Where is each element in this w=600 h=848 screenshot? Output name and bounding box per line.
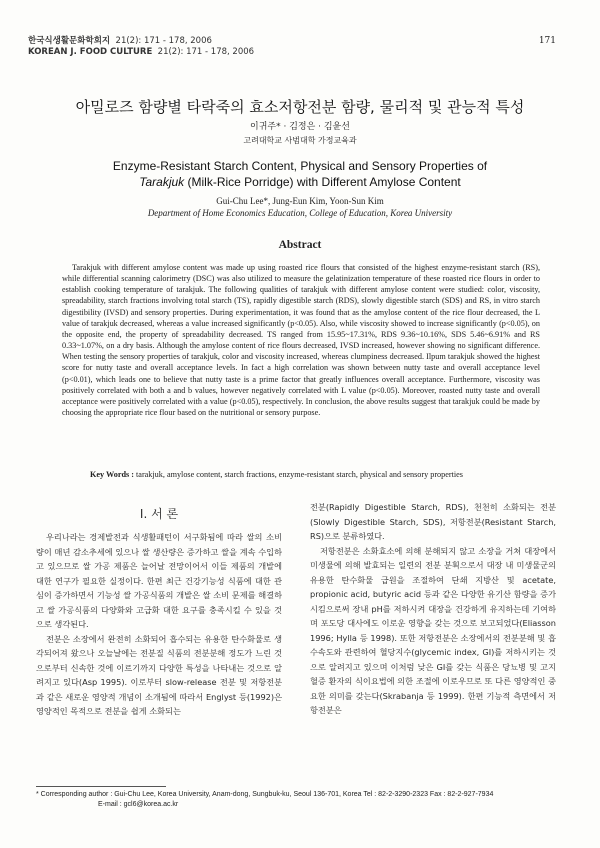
footnote <box>36 790 493 810</box>
journal-header <box>28 36 254 58</box>
footnote-divider <box>36 786 166 787</box>
paragraph-1: 우리나라는 경제발전과 식생활패턴이 서구화됨에 따라 쌀의 소비량이 매년 감소추세에 있으나 쌀 생산량은 증가하고 쌀을 계속 수입하고 있으므로 쌀 가공 제품은 늘어날 전망이어서 이들 제품의 개발에 대한 연구가 필요한 실정이다. 한편 최근 건강기능성 식품에 대한 관심이 증가하면서 기능성 쌀 가공식품의 개발은 쌀 소비 문제를 해결하고 쌀 가공식품의 다양화와 고급화 대한 요구를 충족시킬 수 있을 것으로 생각된다. <box>36 532 282 629</box>
journal-name-en: KOREAN J. FOOD CULTURE <box>28 47 153 57</box>
right-column <box>310 500 556 718</box>
abstract-text: Tarakjuk with different amylose content was made up using roasted rice flours that consisted of the highest enzyme-resistant starch (RS), while differential scanning calorimetry (DSC) was also utilized to measure the gelatinization temperature of these roasted rice flours in order to establish cooking temperature of tarakjuk. The following qualities of tarakjuk with different amylose content were studied: color, viscosity, spreadability, starch fractions involving total starch (TS), rapidly digestible starch (RDS), slowly digestible starch (SDS) and RS, in vitro starch digestibility (IVSD) and sensory properties. During experimentation, it was found that as the amylose content of the rice flour decreased, the L value of tarakjuk decreased, whereas a value increased significantly (p<0.05). Also, while viscosity showed to increase significantly (p<0.05), on the opposite end, the property of spreadability decreased. TS ranged from 15.95~17.31%, RDS 9.36~10.16%, SDS 5.46~6.91% and RS 0.33~1.07%, on a dry basis. Although the amylose content of rice flours decreased, IVSD increased, however showing no significant difference. When testing the sensory properties of tarakjuk, color and viscosity increased, whereas clumpiness decreased. Ilpum tarakjuk showed the highest score for nutty taste and overall acceptance levels. In fact a high correlation was shown between nutty taste and overall acceptance level (p<0.01), which leads one to believe that nutty taste is a prime factor that greatly influences overall acceptance. Furthermore, viscosity was positively correlated with both a and b values, however negatively correlated with L value (p<0.05). Moreover, roasted nutty taste and overall acceptance were positively correlated with a value (p<0.05), respectively. In conclusion, the above results suggest that tarakjuk could be made by choosing the appropriate rice flour based on the nutritional or sensory purpose. <box>62 263 540 418</box>
title-english-line1: Enzyme-Resistant Starch Content, Physical and Sensory Properties of <box>112 159 488 173</box>
left-column <box>36 500 282 719</box>
title-english-line2 <box>0 174 600 190</box>
paragraph-4: 저항전분은 소화효소에 의해 분해되지 않고 소장을 거쳐 대장에서 미생물에 의해 발효되는 일련의 전분 분획으로서 대장 내 미생물군의 유용한 탄수화물 급원을 조절하여 단쇄 지방산 및 acetate, propionic acid, butyric acid 등과 같은 다양한 유기산 함량을 증가시킴으로써 장내 pH를 저하시켜 대장을 건강하게 유지하는데 기여하며 포도당 대사에도 이로운 영향을 갖는 것으로 보고되었다(Eliasson 1996; Hylla 등 1998). 또한 저항전분은 소장에서의 전분분해 및 흡수속도와 관련하여 혈당지수(glycemic index, GI)를 저하시키는 것으로 알려지고 있으며 이처럼 낮은 GI를 갖는 식품은 당뇨병 및 고지혈증 환자의 식이요법에 의한 조절에 이로우므로 또 다른 영양적인 중요한 의미를 갖는다(Skrabanja 등 1999). 한편 기능적 측면에서 저항전분은 <box>310 545 556 715</box>
journal-name-ko: 한국식생활문화학회지 <box>28 36 111 46</box>
journal-citation-ko: 21(2): 171 - 178, 2006 <box>115 36 212 46</box>
page-number: 171 <box>538 36 556 46</box>
title-english-line2-rest: (Milk-Rice Porridge) with Different Amylose Content <box>184 175 461 189</box>
paragraph-2: 전분은 소장에서 완전히 소화되어 흡수되는 유용한 탄수화물로 생각되어져 왔으나 오늘날에는 전분질 식품의 전분분해 정도가 느린 것으로부터 신속한 것에 이르기까지 다양한 특성을 나타내는 것으로 알려지고 있다(Asp 1995). 이로부터 slow-release 전분 및 저항전분과 같은 새로운 영양적 개념이 소개됨에 따라서 Englyst 등(1992)은 영양적인 목적으로 전분을 쉽게 소화되는 <box>36 633 282 716</box>
affiliation-korean: 고려대학교 사범대학 가정교육과 <box>243 136 357 145</box>
abstract-heading: Abstract <box>278 239 322 251</box>
title-korean: 아밀로즈 함량별 타락죽의 효소저항전분 함량, 물리적 및 관능적 특성 <box>75 98 525 116</box>
keywords-text: tarakjuk, amylose content, starch fractions, enzyme-resistant starch, physical and sensory properties <box>136 470 463 479</box>
footnote-corresponding-author: * Corresponding author : Gui-Chu Lee, Korea University, Anam-dong, Sungbuk-ku, Seoul 136-701, Korea Tel : 82-2-3290-2323 Fax : 82-2-927-7934 <box>36 791 494 798</box>
affiliation-english: Department of Home Economics Education, College of Education, Korea University <box>147 208 453 218</box>
footnote-email: E-mail : gcl6@korea.ac.kr <box>98 801 179 808</box>
abstract-body <box>62 262 540 418</box>
keywords-label: Key Words : <box>90 470 134 479</box>
authors-english: Gui-Chu Lee*, Jung-Eun Kim, Yoon-Sun Kim <box>216 196 384 206</box>
authors-korean: 이귀주* · 김정은 · 김윤선 <box>250 122 350 132</box>
keywords <box>90 470 530 479</box>
paragraph-3: 전분(Rapidly Digestible Starch, RDS), 천천히 소화되는 전분(Slowly Digestible Starch, SDS), 저항전분(Resistant Starch, RS)으로 분류하였다. <box>310 502 556 541</box>
title-english <box>0 158 600 190</box>
journal-citation-en: 21(2): 171 - 178, 2006 <box>157 47 255 57</box>
section-heading-introduction: Ⅰ. 서 론 <box>139 507 179 521</box>
title-english-italic: Tarakjuk <box>139 175 185 189</box>
